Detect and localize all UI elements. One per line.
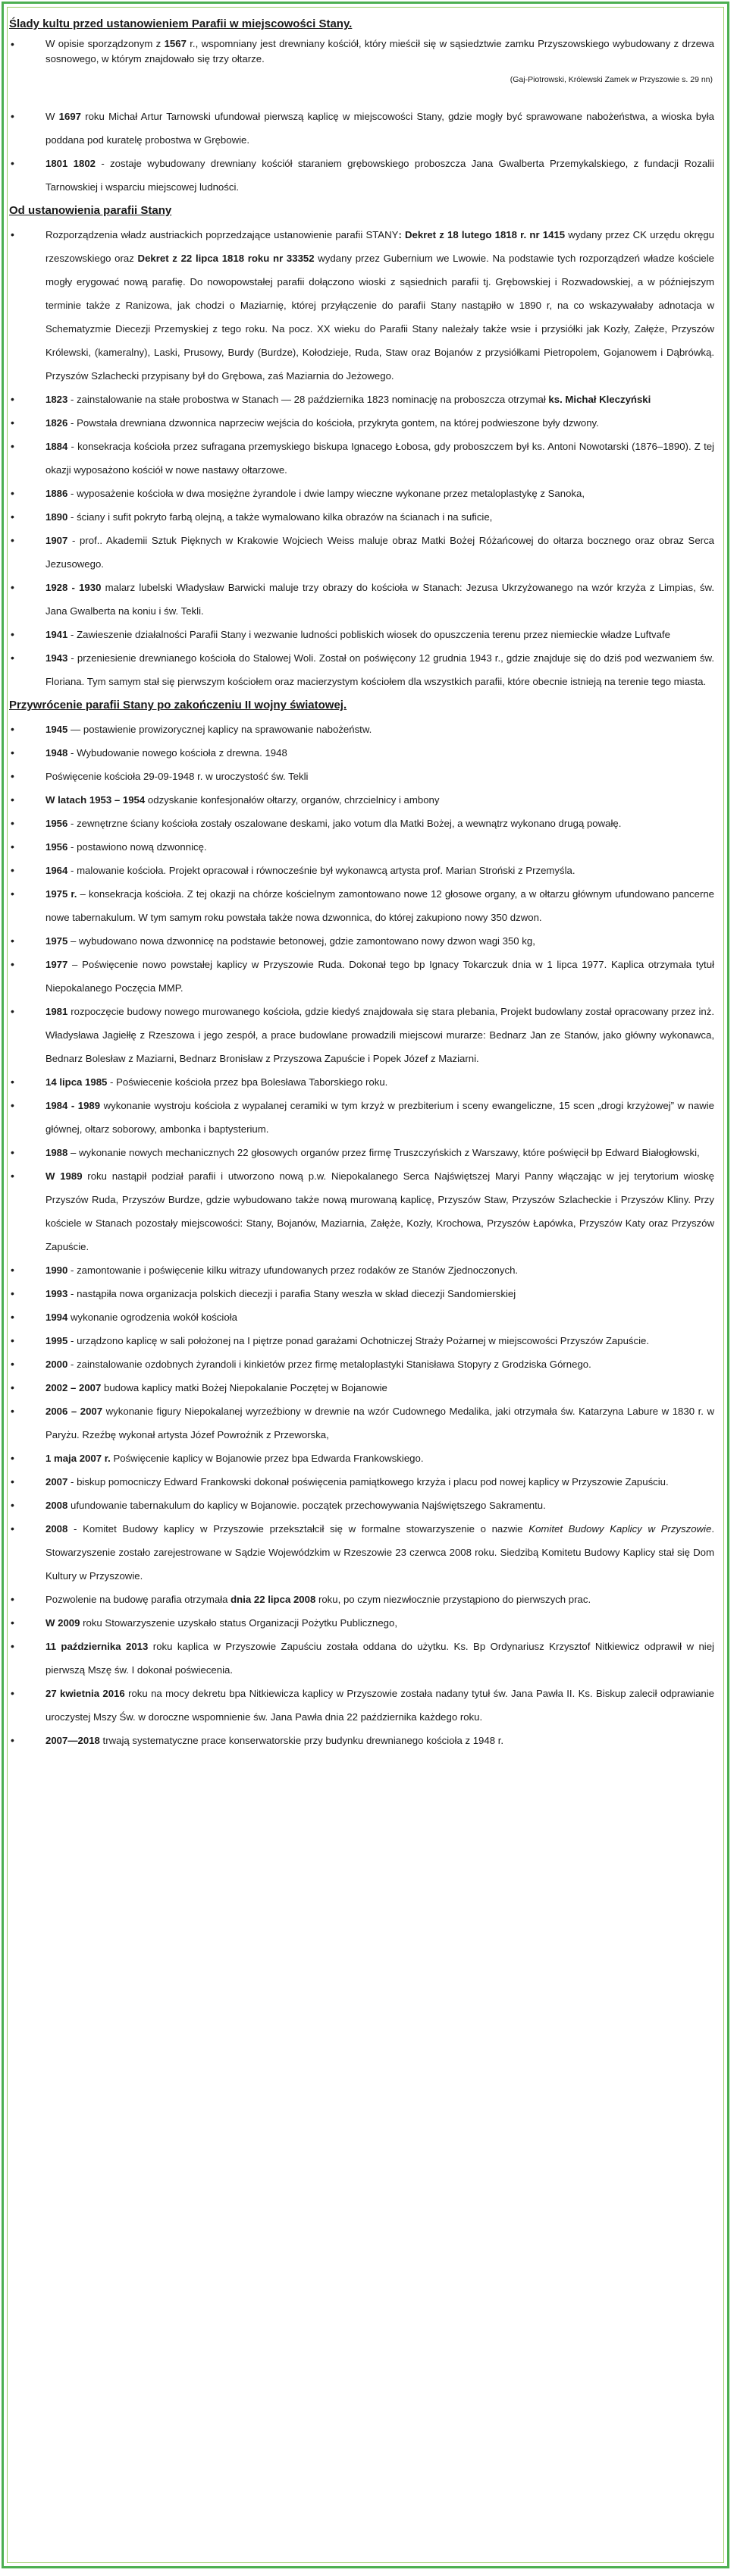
item-text: - nastąpiła nowa organizacja polskich diecezji i parafia Stany weszła w skład diecezji Sandomierskiej xyxy=(67,1288,516,1299)
item-text: wykonanie figury Niepokalanej wyrzeźbiony w drewnie na wzór Cudownego Medalika, jaki otrzymała św. Katarzyna Labure w 1830 r. w Paryżu. Rzeźbę wykonał artysta Józef Powroźnik z Przeworska, xyxy=(45,1406,714,1440)
item-text: - biskup pomocniczy Edward Frankowski dokonał poświęcenia pamiątkowego krzyża i placu pod nowej kaplicy w Przyszowie Zapuściu. xyxy=(67,1476,669,1487)
list-item xyxy=(8,812,720,835)
list-item xyxy=(8,1470,720,1494)
item-text: r., wspomniany jest drewniany kościół, który mieścił się w sąsiedztwie zamku Przyszowskiego wybudowany z drzewa sosnowego, w którym znajdowało się trzy ołtarze. xyxy=(45,38,714,64)
italic-text: Komitet Budowy Kaplicy w Przyszowie xyxy=(528,1523,712,1535)
section-list xyxy=(8,223,720,693)
list-item xyxy=(8,1517,720,1588)
list-item xyxy=(8,1329,720,1352)
list-item xyxy=(8,1164,720,1258)
item-text: - zostaje wybudowany drewniany kościół staraniem grębowskiego proboszcza Jana Gwalberta Przemykalskiego, z fundacji Rozalii Tarnowskiej i wsparciu miejscowej ludności. xyxy=(45,158,714,193)
bold-text: 1993 xyxy=(45,1288,68,1299)
list-item xyxy=(8,223,720,388)
list-item xyxy=(8,859,720,882)
list-item xyxy=(8,36,720,67)
section-title: Przywrócenie parafii Stany po zakończeniu II wojny światowej. xyxy=(9,699,347,712)
item-text: - zamontowanie i poświęcenie kilku witrazy ufundowanych przez rodaków ze Stanów Zjednoczonych. xyxy=(67,1264,519,1276)
bold-text: 1941 xyxy=(45,629,68,640)
item-text: W opisie sporządzonym z xyxy=(45,38,165,49)
item-text: - prof.. Akademii Sztuk Pięknych w Krakowie Wojciech Weiss maluje obraz Matki Bożej Różańcowej do ołtarza bocznego oraz obraz Serca Jezusowego. xyxy=(45,535,714,570)
list-item xyxy=(8,1282,720,1305)
item-text: - Zawieszenie działalności Parafii Stany i wezwanie ludności pobliskich wiosek do opuszczenia terenu przez niemieckie władze Luftvafe xyxy=(67,629,670,640)
item-text: Rozporządzenia władz austriackich poprzedzające ustanowienie parafii STANY xyxy=(45,229,399,240)
item-text: roku kaplica w Przyszowie Zapuściu została oddana do użytku. Ks. Bp Ordynariusz Krzysztof Nitkiewicz odprawił w niej pierwszą Mszę św. I dokonał poświecenia. xyxy=(45,1641,714,1676)
bold-text: W 1989 xyxy=(45,1170,83,1182)
section-list xyxy=(8,36,720,67)
list-item xyxy=(8,411,720,435)
list-item xyxy=(8,1305,720,1329)
bold-text: 1964 xyxy=(45,865,68,876)
item-text: - urządzono kaplicę w sali położonej na I piętrze ponad garażami Ochotniczej Straży Pożarnej w miejscowości Przyszów Zapuście. xyxy=(67,1335,650,1346)
bold-text: 2007 xyxy=(45,1476,68,1487)
item-text: - Wybudowanie nowego kościoła z drewna. 1948 xyxy=(67,747,287,759)
bold-text: ks. Michał Kleczyński xyxy=(548,394,651,405)
list-item xyxy=(8,105,720,152)
bold-text: 1943 xyxy=(45,652,68,664)
item-text: - wyposażenie kościoła w dwa mosiężne żyrandole i dwie lampy wieczne wykonane przez metaloplastykę z Sanoka, xyxy=(67,488,585,499)
bold-text: 1975 xyxy=(45,935,68,947)
bold-text: 1990 xyxy=(45,1264,68,1276)
source-citation: (Gaj-Piotrowski, Królewski Zamek w Przyszowie s. 29 nn) xyxy=(510,75,713,84)
list-item xyxy=(8,646,720,693)
bold-text: 1948 xyxy=(45,747,68,759)
list-item xyxy=(8,929,720,953)
list-item xyxy=(8,1494,720,1517)
list-item xyxy=(8,152,720,199)
bold-text: 1697 xyxy=(58,111,81,122)
bold-text: 2006 – 2007 xyxy=(45,1406,103,1417)
bold-text: 2007—2018 xyxy=(45,1735,100,1746)
list-item xyxy=(8,1000,720,1070)
item-text: — postawienie prowizorycznej kaplicy na sprawowanie nabożeństw. xyxy=(67,724,372,735)
list-item xyxy=(8,835,720,859)
item-text: malarz lubelski Władysław Barwicki maluje trzy obrazy do kościoła w Stanach: Jezusa Ukrzyżowanego na wzór krzyża z Limpias, św. Jana Gwalberta na koniu i św. Tekli. xyxy=(45,582,714,617)
list-item xyxy=(8,576,720,623)
item-text: - Poświecenie kościoła przez bpa Bolesława Taborskiego roku. xyxy=(107,1076,388,1088)
list-item xyxy=(8,788,720,812)
list-item xyxy=(8,765,720,788)
list-item xyxy=(8,1258,720,1282)
list-item xyxy=(8,741,720,765)
item-text: Poświęcenie kościoła 29-09-1948 r. w uroczystość św. Tekli xyxy=(45,771,309,782)
bold-text: 1823 xyxy=(45,394,68,405)
item-text: roku Michał Artur Tarnowski ufundował pierwszą kaplicę w miejscowości Stany, gdzie mogły być sprawowane nabożeństwa, a wioska była poddana pod kuratelę probostwa w Grębowie. xyxy=(45,111,714,146)
list-item xyxy=(8,1588,720,1611)
item-text: budowa kaplicy matki Bożej Niepokalanie Poczętej w Bojanowie xyxy=(101,1382,387,1393)
item-text: wydany przez Gubernium we Lwowie. Na podstawie tych rozporządzeń władze kościele mogły erygować nową parafię. Do nowopowstałej parafii dołączono wioski z sąsiednich parafii tj. Grębowskiej i Rozwadowskiej, a w późniejszym terminie także z Ranizowa, jak chodzi o Maziarnię, której przyłączenie do parafii Stany nastąpiło w 1890 r, na co wskazywałaby adnotacja w Schematyzmie Diecezji Przemyskiej z tego roku. Na pocz. XX wieku do Parafii Stany należały także wsie i przysiółki jak Kozły, Załęże, Przyszów Królewski, (kameralny), Laski, Prusowy, Burdy (Burdze), Kołodzieje, Ruda, Staw oraz Bojanów z przysiółkami Pietropolem, Gojanowem i Dąbrówką. Przyszów Szlachecki przypisany był do Grębowa, zaś Maziarnia do Jeżowego. xyxy=(45,253,714,382)
item-text: - Komitet Budowy kaplicy w Przyszowie przekształcił się w formalne stowarzyszenie o nazwie xyxy=(67,1523,529,1535)
bold-text: 1988 xyxy=(45,1147,68,1158)
bold-text: Dekret z 22 lipca 1818 roku nr 33352 xyxy=(137,253,315,264)
item-text: – konsekracja kościoła. Z tej okazji na chórze kościelnym zamontowano nowe 12 głosowe organy, a w ołtarzu głównym ufundowano pancerne nowe tabernakulum. W tym samym roku powstała także nowa dzwonnica, do której zakupiono nowy 350 dzwon. xyxy=(45,888,714,923)
bold-text: 14 lipca 1985 xyxy=(45,1076,108,1088)
item-text: ufundowanie tabernakulum do kaplicy w Bojanowie. początek przechowywania Najświętszego Sakramentu. xyxy=(67,1500,546,1511)
item-text: – Poświęcenie nowo powstałej kaplicy w Przyszowie Ruda. Dokonał tego bp Ignacy Tokarczuk dnia w 1 lipca 1977. Kaplica otrzymała tytuł Niepokalanego Poczęcia MMP. xyxy=(45,959,714,994)
item-text: - zainstalowanie ozdobnych żyrandoli i kinkietów przez firmę metaloplastyki Stanisława Stopyry z Grodziska Górnego. xyxy=(67,1359,591,1370)
list-item xyxy=(8,1682,720,1729)
item-text: – wybudowano nowa dzwonnicę na podstawie betonowej, gdzie zamontowano nowy dzwon wagi 350 kg, xyxy=(67,935,535,947)
bold-text: : Dekret z 18 lutego 1818 r. nr 1415 xyxy=(398,229,566,240)
item-text: wykonanie ogrodzenia wokół kościoła xyxy=(67,1312,237,1323)
bold-text: 1981 xyxy=(45,1006,68,1017)
bold-text: 1884 xyxy=(45,441,68,452)
list-item xyxy=(8,1141,720,1164)
section-title: Od ustanowienia parafii Stany xyxy=(9,204,172,217)
list-item xyxy=(8,882,720,929)
item-text: Pozwolenie na budowę parafia otrzymała xyxy=(45,1594,231,1605)
item-text: - ściany i sufit pokryto farbą olejną, a także wymalowano kilka obrazów na ścianach i na suficie, xyxy=(67,511,493,523)
item-text: Poświęcenie kaplicy w Bojanowie przez bpa Edwarda Frankowskiego. xyxy=(110,1453,424,1464)
bold-text: 1826 xyxy=(45,417,68,429)
item-text: - malowanie kościoła. Projekt opracował i równocześnie był wykonawcą artysta prof. Marian Stroński z Przemyśla. xyxy=(67,865,575,876)
bold-text: 1995 xyxy=(45,1335,68,1346)
item-text: rozpoczęcie budowy nowego murowanego kościoła, gdzie kiedyś znajdowała się stara plebania, Projekt budowlany został opracowany przez inż. Władysława Jagiełłę z Rzeszowa i jego zespół, a prace budowlane prowadzili miejscowi murarze: Bednarz Jan ze Stanów, jako główny wykonawca, Bednarz Bolesław z Maziarni, Bednarz Bronisław z Przyszowa Zapuście i Popek Józef z Maziarni. xyxy=(45,1006,714,1064)
list-item xyxy=(8,482,720,505)
bold-text: 1 maja 2007 r. xyxy=(45,1453,111,1464)
item-text: wydany przez CK urzędu okręgu rzeszowskiego oraz xyxy=(45,229,714,264)
list-item xyxy=(8,1729,720,1752)
bold-text: dnia 22 lipca 2008 xyxy=(231,1594,316,1605)
item-text: - Powstała drewniana dzwonnica naprzeciw wejścia do kościoła, przykryta gontem, na której podwieszone były dzwony. xyxy=(67,417,599,429)
bold-text: 1956 xyxy=(45,818,68,829)
section-title: Ślady kultu przed ustanowieniem Parafii w miejscowości Stany. xyxy=(9,17,353,30)
item-text: – wykonanie nowych mechanicznych 22 głosowych organów przez firmę Truszczyńskich z Warszawy, które poświęcił bp Edward Białogłowski, xyxy=(67,1147,700,1158)
item-text: wykonanie wystroju kościoła z wypalanej ceramiki w tym krzyż w prezbiterium i sceny ewangeliczne, 15 scen „drogi krzyżowej” w nawie głównej, ołtarz soborowy, ambonka i baptysterium. xyxy=(45,1100,714,1135)
item-text: roku, po czym niezwłocznie przystąpiono do pierwszych prac. xyxy=(315,1594,591,1605)
bold-text: 1977 xyxy=(45,959,68,970)
bold-text: 1890 xyxy=(45,511,68,523)
item-text: . Stowarzyszenie zostało zarejestrowane w Sądzie Wojewódzkim w Rzeszowie 23 czerwca 2008 roku. Siedzibą Komitetu Budowy Kaplicy stał się Dom Kultury w Przyszowie. xyxy=(45,1523,714,1582)
list-item xyxy=(8,1447,720,1470)
item-text: roku nastąpił podział parafii i utworzono nową p.w. Niepokalanego Serca Najświętszej Maryi Panny włączając w jej terytorium wioskę Przyszów Ruda, Przyszów Burdze, gdzie wybudowano także nową murowaną kaplicę, Przyszów Staw, Przyszów Szlacheckie i Przyszów Kliny. Przy kościele w Stanach pozostały miejscowości: Stany, Bojanów, Maziarnia, Załęże, Kozły, Krochowa, Przyszów Łapówka, Przyszów Katy oraz Przyszów Zapuście. xyxy=(45,1170,714,1252)
bold-text: 2008 xyxy=(45,1500,68,1511)
bold-text: 1975 r. xyxy=(45,888,77,900)
item-text: - konsekracja kościoła przez sufragana przemyskiego biskupa Ignacego Łobosa, gdy proboszczem był ks. Antoni Nowotarski (1876–1890). Z tej okazji wyposażono kościół w nowe nastawy ołtarzowe. xyxy=(45,441,714,476)
bold-text: W 2009 xyxy=(45,1617,80,1629)
list-item xyxy=(8,529,720,576)
bold-text: 1928 - 1930 xyxy=(45,582,102,593)
bold-text: 1945 xyxy=(45,724,68,735)
bold-text: 1567 xyxy=(164,38,187,49)
bold-text: W latach 1953 – 1954 xyxy=(45,794,146,806)
item-text: roku na mocy dekretu bpa Nitkiewicza kaplicy w Przyszowie została nadany tytuł św. Jana Pawła II. Ks. Biskup zalecił odprawianie uroczystej Mszy Św. w doroczne wspomnienie św. Jana Pawła dnia 22 października każdego roku. xyxy=(45,1688,714,1723)
bold-text: 1886 xyxy=(45,488,68,499)
item-text: odzyskanie konfesjonałów ołtarzy, organów, chrzcielnicy i ambony xyxy=(145,794,440,806)
article-content xyxy=(8,12,720,1752)
bold-text: 2008 xyxy=(45,1523,68,1535)
bold-text: 1984 - 1989 xyxy=(45,1100,101,1111)
section-list xyxy=(8,718,720,1752)
bold-text: 11 października 2013 xyxy=(45,1641,149,1652)
bold-text: 1801 1802 xyxy=(45,158,96,169)
list-item xyxy=(8,1376,720,1400)
item-text: W xyxy=(45,111,59,122)
bold-text: 27 kwietnia 2016 xyxy=(45,1688,125,1699)
list-item xyxy=(8,1611,720,1635)
item-text: - zainstalowanie na stałe probostwa w Stanach — 28 października 1823 nominację na proboszcza otrzymał xyxy=(67,394,549,405)
section-list xyxy=(8,105,720,199)
list-item xyxy=(8,953,720,1000)
item-text: roku Stowarzyszenie uzyskało status Organizacji Pożytku Publicznego, xyxy=(80,1617,397,1629)
list-item xyxy=(8,1094,720,1141)
list-item xyxy=(8,505,720,529)
bold-text: 1956 xyxy=(45,841,68,853)
list-item xyxy=(8,1070,720,1094)
bold-text: 1994 xyxy=(45,1312,68,1323)
list-item xyxy=(8,1400,720,1447)
bold-text: 2000 xyxy=(45,1359,68,1370)
bold-text: 2002 – 2007 xyxy=(45,1382,102,1393)
list-item xyxy=(8,1635,720,1682)
item-text: - zewnętrzne ściany kościoła zostały oszalowane deskami, jako votum dla Matki Bożej, a wewnątrz wykonano drugą powałę. xyxy=(67,818,622,829)
list-item xyxy=(8,623,720,646)
list-item xyxy=(8,388,720,411)
bold-text: 1907 xyxy=(45,535,68,546)
list-item xyxy=(8,718,720,741)
list-item xyxy=(8,435,720,482)
item-text: - przeniesienie drewnianego kościoła do Stalowej Woli. Został on poświęcony 12 grudnia 1943 r., gdzie znajduje się do dziś pod wezwaniem św. Floriana. Tym samym stał się pierwszym kościołem oraz macierzystym kościołem dla wszystkich parafii, które obecnie istnieją na terenie tego miasta. xyxy=(45,652,714,687)
item-text: trwają systematyczne prace konserwatorskie przy budynku drewnianego kościoła z 1948 r. xyxy=(99,1735,504,1746)
item-text: - postawiono nową dzwonnicę. xyxy=(67,841,207,853)
list-item xyxy=(8,1352,720,1376)
